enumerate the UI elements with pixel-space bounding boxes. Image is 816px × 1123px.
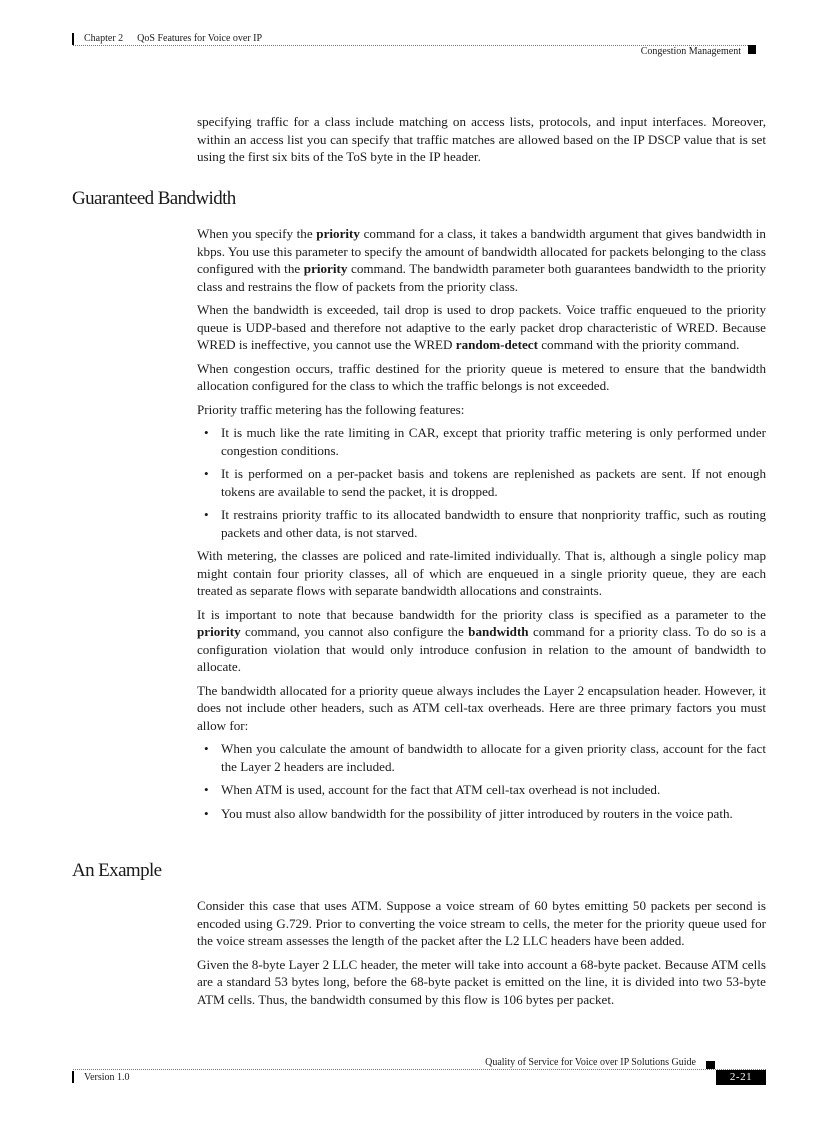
chapter-number: Chapter 2 xyxy=(84,33,124,44)
paragraph xyxy=(197,606,766,676)
list-item: • You must also allow bandwidth for the possibility of jitter introduced by routers in the voice path. xyxy=(204,805,733,821)
text-run: command for a priority class. To do so is a configuration violation that would only introduce confusion in relation to the amount of bandwidth to allocate. xyxy=(197,624,767,674)
list-item-text: It restrains priority traffic to its allocated bandwidth to ensure that nonpriority traffic, such as routing packets and other data, is not starved. xyxy=(221,507,766,540)
list-item-text: It is much like the rate limiting in CAR, except that priority traffic metering is only performed under congestion conditions. xyxy=(221,425,766,458)
paragraph: When congestion occurs, traffic destined for the priority queue is metered to ensure that the bandwidth allocation configured for the class to which the traffic belongs is not exceeded. xyxy=(197,360,766,393)
paragraph: Consider this case that uses ATM. Suppose a voice stream of 60 bytes emitting 50 packets per second is encoded using G.729. Prior to converting the voice stream to cells, the meter for the priority queue used for the voice stream assesses the length of the packet after the L2 LLC headers have been added. xyxy=(197,898,766,948)
example-body xyxy=(197,897,766,1014)
paragraph xyxy=(197,301,766,354)
list-item-text: When ATM is used, account for the fact that ATM cell-tax overhead is not included. xyxy=(221,782,661,797)
paragraph: The bandwidth allocated for a priority queue always includes the Layer 2 encapsulation header. However, it does not include other headers, such as ATM cell-tax overheads. Here are three primary factors you must allow for: xyxy=(197,682,766,733)
command-name: priority xyxy=(197,624,241,639)
list-item-text: You must also allow bandwidth for the possibility of jitter introduced by routers in the voice path. xyxy=(221,805,733,821)
header-square xyxy=(748,45,756,54)
command-name: priority xyxy=(316,226,360,241)
text-run: command, you cannot also configure the xyxy=(240,624,469,639)
intro-block xyxy=(197,113,766,172)
paragraph: With metering, the classes are policed and rate-limited individually. That is, although a single policy map might contain four priority classes, all of which are enqueued in a single priority queue, they are each treated as separate flows with separate bandwidth allocations and constraints. xyxy=(197,548,766,598)
text-run: command. The bandwidth parameter both guarantees bandwidth to the priority class and restrains the flow of packets from the priority class. xyxy=(197,261,766,294)
text-run: When the bandwidth is exceeded, tail drop is used to drop packets. Voice traffic enqueued to the priority queue is UDP-based and therefore not adaptive to the early packet drop characteristic of WRED. Because WRED is ineffective, you cannot use the WRED xyxy=(197,302,766,352)
list-item: • It is performed on a per-packet basis and tokens are replenished as packets are sent. If not enough tokens are available to send the packet, it is dropped. xyxy=(204,466,766,499)
section-heading-guaranteed-bandwidth: Guaranteed Bandwidth xyxy=(72,188,236,209)
running-header-chapter xyxy=(84,33,262,45)
intro-paragraph: specifying traffic for a class include matching on access lists, protocols, and input interfaces. Moreover, within an access list you can specify that traffic matches are allowed based on the IP DSCP value that is set using the first six bits of the ToS byte in the IP header. xyxy=(197,114,766,164)
command-name: random-detect xyxy=(455,337,538,352)
text-run: It is important to note that because bandwidth for the priority class is specified as a parameter to the xyxy=(197,606,766,622)
list-item: • When ATM is used, account for the fact that ATM cell-tax overhead is not included. xyxy=(204,782,661,797)
list-item: • It is much like the rate limiting in CAR, except that priority traffic metering is only performed under congestion conditions. xyxy=(204,425,766,458)
footer-bar xyxy=(72,1071,74,1083)
guaranteed-bandwidth-body xyxy=(197,225,766,828)
list-item: • It restrains priority traffic to its allocated bandwidth to ensure that nonpriority traffic, such as routing packets and other data, is not starved. xyxy=(204,507,766,540)
list-item-text: When you calculate the amount of bandwidth to allocate for a given priority class, account for the fact the Layer 2 headers are included. xyxy=(221,741,766,774)
running-footer-guide-title: Quality of Service for Voice over IP Solutions Guide xyxy=(485,1057,696,1068)
paragraph: Given the 8-byte Layer 2 LLC header, the meter will take into account a 68-byte packet. Because ATM cells are a standard 53 bytes long, before the 68-byte packet is emitted on the line, it is divided into two 53-byte ATM cells. Thus, the bandwidth consumed by this flow is 106 bytes per packet. xyxy=(197,956,766,1007)
paragraph: Priority traffic metering has the following features: xyxy=(197,401,465,417)
bullet-list-allowance-factors xyxy=(197,740,766,822)
section-heading-an-example: An Example xyxy=(72,860,162,881)
list-item-text: It is performed on a per-packet basis and tokens are replenished as packets are sent. If not enough tokens are available to send the packet, it is dropped. xyxy=(221,466,766,499)
command-name: bandwidth xyxy=(468,624,529,639)
page-number: 2-21 xyxy=(716,1070,766,1085)
footer-version: Version 1.0 xyxy=(84,1072,130,1083)
text-run: command with the priority command. xyxy=(537,337,740,352)
command-name: priority xyxy=(303,261,348,276)
running-header-section: Congestion Management xyxy=(640,46,741,57)
header-bar xyxy=(72,33,74,45)
bullet-list-metering-features xyxy=(197,424,766,541)
list-item: • When you calculate the amount of bandwidth to allocate for a given priority class, account for the fact the Layer 2 headers are included. xyxy=(204,741,766,774)
footer-square xyxy=(706,1061,715,1069)
footer-rule xyxy=(73,1069,766,1070)
paragraph xyxy=(197,225,766,295)
text-run: command for a class, it takes a bandwidth argument that gives bandwidth in kbps. You use this parameter to specify the amount of bandwidth allocated for packets belonging to the class configured with the xyxy=(197,226,766,276)
chapter-title: QoS Features for Voice over IP xyxy=(137,33,263,44)
text-run: When you specify the xyxy=(197,226,317,241)
